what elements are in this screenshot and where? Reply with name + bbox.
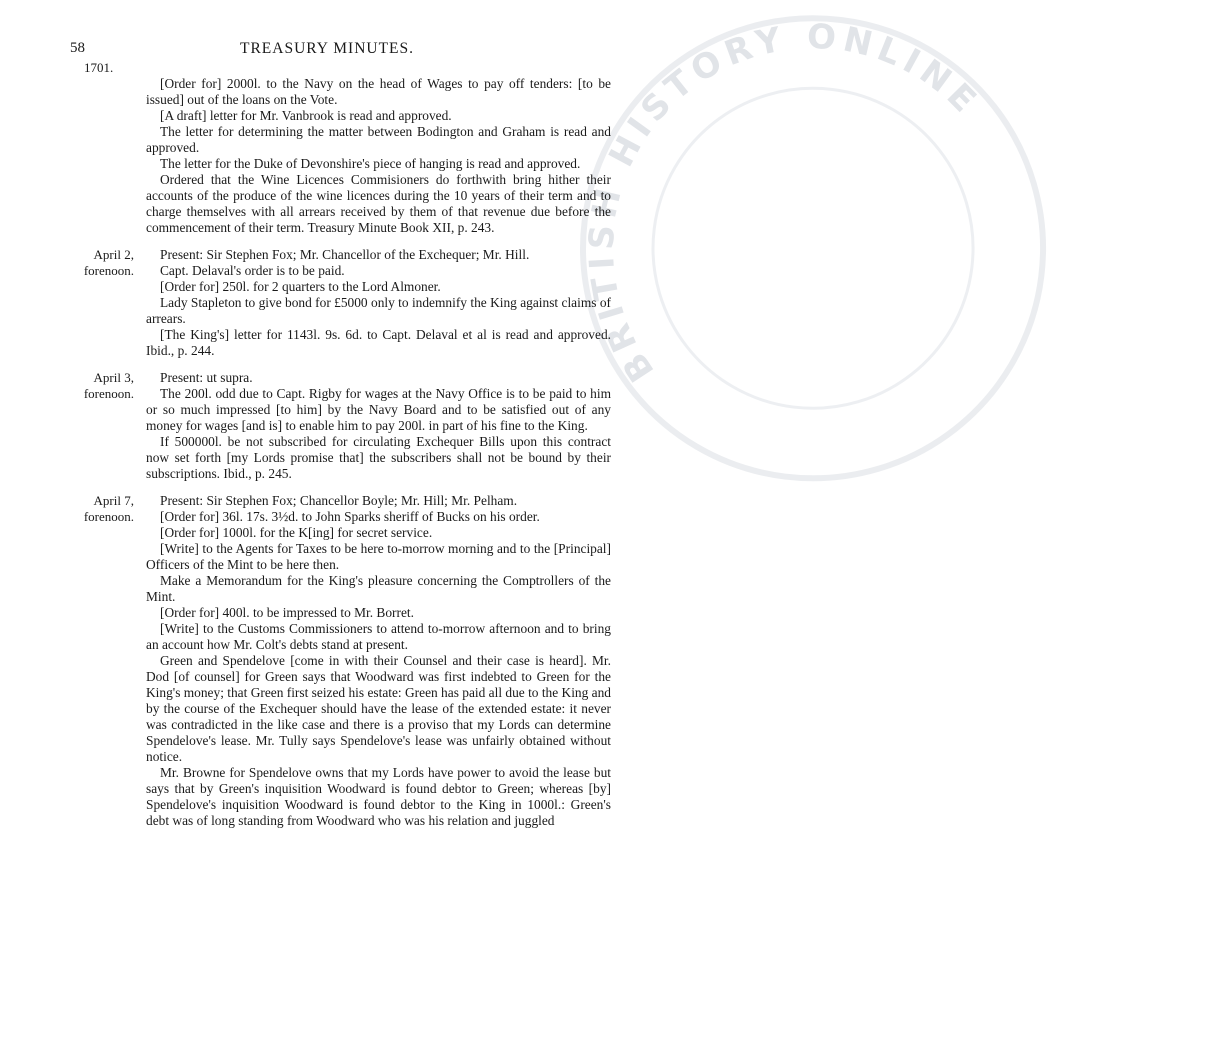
paragraph: Present: Sir Stephen Fox; Chancellor Boyle; Mr. Hill; Mr. Pelham. <box>160 493 518 508</box>
paragraph: Mr. Browne for Spendelove owns that my Lords have power to avoid the lease but says that by Green's inquisition Woodward is found debtor to Green; whereas [by] Spendelove's inquisition Woodward is found debtor to the King in 1000l.: Green's debt was of long standing from Woodward who was his relation and juggled <box>146 765 611 828</box>
paragraph: Lady Stapleton to give bond for £5000 only to indemnify the King against claims of arrears. <box>146 295 611 326</box>
paragraph: [Order for] 400l. to be impressed to Mr. Borret. <box>160 605 414 620</box>
minutes-entry <box>83 370 611 482</box>
paragraph: The letter for determining the matter between Bodington and Graham is read and approved. <box>146 124 611 155</box>
paragraph: [Write] to the Agents for Taxes to be here to-morrow morning and to the [Principal] Officers of the Mint to be here then. <box>146 541 611 572</box>
date-line: forenoon. <box>83 263 134 278</box>
paragraph: Green and Spendelove [come in with their Counsel and their case is heard]. Mr. Dod [of counsel] for Green says that Woodward was first indebted to Green for the King's money; that Green first seized his estate: Green has paid all due to the King and by the course of the Exchequer should have the lease of the extended estate: it never was contradicted in the like case and there is a proviso that my Lords can determine Spendelove's lease. Mr. Tully says Spendelove's lease was unfairly obtained without notice. <box>146 653 612 764</box>
paragraph: [The King's] letter for 1143l. 9s. 6d. to Capt. Delaval et al is read and approved. Ibid., p. 244. <box>146 327 611 358</box>
year-marker: 1701. <box>84 60 114 75</box>
paragraph: [Order for] 36l. 17s. 3½d. to John Sparks sheriff of Bucks on his order. <box>160 509 540 524</box>
paragraph: [A draft] letter for Mr. Vanbrook is read and approved. <box>160 108 452 123</box>
date-line: forenoon. <box>83 509 134 524</box>
svg-text:BRITISH HISTORY ONLINE: BRITISH HISTORY ONLINE <box>581 16 988 389</box>
paragraph: Present: ut supra. <box>160 370 253 385</box>
minutes-entry <box>146 76 611 236</box>
paragraph: Ordered that the Wine Licences Commisioners do forthwith bring hither their accounts of the produce of the wine licences during the 10 years of their term and to charge themselves with all arrears received by them of that revenue due before the commencement of their term. Treasury Minute Book XII, p. 243. <box>146 172 611 235</box>
margin-date <box>62 370 134 402</box>
minutes-body <box>83 76 612 829</box>
paragraph: The 200l. odd due to Capt. Rigby for wages at the Navy Office is to be paid to him or so much impressed [to him] by the Navy Board and to be satisfied out of any money for wages [and is] to enable him to pay 200l. in part of his fine to the King. <box>146 386 611 433</box>
paragraph: [Order for] 2000l. to the Navy on the head of Wages to pay off tenders: [to be issued] out of the loans on the Vote. <box>146 76 611 107</box>
date-line: forenoon. <box>83 386 134 401</box>
date-line: April 7, <box>93 493 134 508</box>
margin-date <box>62 247 134 279</box>
date-line: April 2, <box>93 247 134 262</box>
minutes-entry <box>83 493 612 829</box>
paragraph: Capt. Delaval's order is to be paid. <box>160 263 345 278</box>
date-line: April 3, <box>93 370 134 385</box>
paragraph: Present: Sir Stephen Fox; Mr. Chancellor of the Exchequer; Mr. Hill. <box>160 247 530 262</box>
page-number: 58 <box>70 40 85 56</box>
margin-date <box>62 493 134 525</box>
running-title: TREASURY MINUTES. <box>240 40 415 57</box>
minutes-entry <box>83 247 611 359</box>
paragraph: [Write] to the Customs Commissioners to attend to-morrow afternoon and to bring an account how Mr. Colt's debts stand at present. <box>146 621 611 652</box>
paragraph: [Order for] 250l. for 2 quarters to the Lord Almoner. <box>160 279 441 294</box>
paragraph: The letter for the Duke of Devonshire's piece of hanging is read and approved. <box>160 156 581 171</box>
paragraph: [Order for] 1000l. for the K[ing] for secret service. <box>160 525 433 540</box>
paragraph: Make a Memorandum for the King's pleasure concerning the Comptrollers of the Mint. <box>146 573 611 604</box>
paragraph: If 500000l. be not subscribed for circulating Exchequer Bills upon this contract now set forth [my Lords promise that] the subscribers shall not be bound by their subscriptions. Ibid., p. 245. <box>146 434 611 481</box>
running-header <box>0 40 674 62</box>
